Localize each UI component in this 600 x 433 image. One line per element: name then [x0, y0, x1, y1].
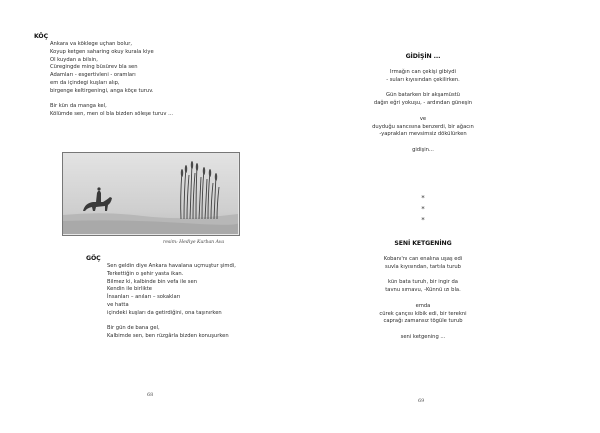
poem-line — [313, 139, 533, 147]
page-number-left: 68 — [147, 392, 154, 398]
poem-goc-body — [107, 263, 236, 341]
poem-line: caprağı zamansız tögüle turub — [383, 318, 463, 325]
poem-title-gidisin: GİDİŞİN ... — [405, 53, 441, 60]
poem-line: gidişin... — [412, 146, 434, 153]
poem-line — [313, 326, 533, 334]
poem-line — [313, 295, 533, 303]
poem-line: Cüregingde ming büsürev bla sen — [50, 64, 138, 71]
image-caption: resim: Hediye Kurban Ava — [163, 240, 225, 245]
poem-line — [313, 85, 533, 93]
poem-line: kün batа turuh, bir ingir da — [388, 279, 458, 286]
horse-rider-reeds-image — [63, 153, 238, 234]
poem-line: tavnu sırnavu, -Künnü ızı bla. — [385, 287, 461, 294]
poem-line — [313, 272, 533, 280]
poem-line: Kobanı'nı can enalına uşaş edi — [383, 256, 463, 262]
poem-line: ve — [419, 115, 427, 122]
poem-line: -yaprakları mevsimsiz dökülürken — [379, 131, 467, 138]
poem-line — [313, 108, 533, 116]
poem-line: Bir gün de bana gel, — [107, 325, 160, 332]
poem-title-koc: KÖÇ — [34, 33, 49, 40]
poem-line: Irmağın can çekişi gibiydi — [390, 69, 456, 75]
poem-line: em da içindegi kuşları alıp, — [50, 79, 120, 86]
star-divider-icon: * — [421, 194, 425, 202]
poem-line: seni ketgening ... — [400, 333, 446, 340]
poem-line: Adamları - esgertivleni - oramları — [50, 72, 136, 79]
poem-line: içindeki kuşları da getirdiğini, ona taşınırken — [107, 309, 222, 316]
poem-title-seni-ketgening: SENİ KETGENİNG — [394, 240, 452, 247]
page-number-right: 69 — [418, 398, 425, 404]
poem-line: Terkettiğin o şehir yasta ikan. — [107, 270, 184, 277]
star-divider-icon: * — [421, 205, 425, 213]
painting-illustration — [62, 152, 240, 236]
poem-line — [107, 318, 236, 326]
poem-line: Sen geldin diye Ankara havalana uçmuştur şimdi, — [107, 263, 236, 269]
section-divider-stars — [413, 193, 433, 226]
poem-line: Gün batarken bir akşamüstü — [386, 92, 460, 99]
poem-line: emda — [415, 302, 431, 309]
poem-line: Kalbimde sen, ben rüzgârla bizden konuşurken — [107, 333, 229, 340]
poem-line: suvla kıyısından, tartıla turub — [385, 263, 461, 270]
poem-line — [50, 96, 173, 104]
poem-gidisin-body — [313, 69, 533, 155]
poem-line: Bilmez ki, kalbinde bin vefa ile sen — [107, 278, 197, 285]
poem-title-goc: GÖÇ — [86, 255, 101, 262]
poem-line: cürek çançısı kibik edi, bir terekni — [379, 310, 467, 317]
poem-line: Ol kuydan a bilsin, — [50, 56, 98, 63]
poem-line: Kendin ile birlikte — [107, 286, 152, 293]
poem-seni-ketgening-body — [313, 256, 533, 342]
poem-line: İnsanları – anıları – sokakları — [107, 294, 181, 301]
poem-line: Ankara va köklege uçhan bolur, — [50, 41, 133, 47]
star-divider-icon: * — [421, 216, 425, 224]
poem-line: Kölümde sen, men ol bla bizden söleşe turuv ... — [50, 111, 174, 118]
poem-line: birgenge keltirgeningi, anga köçe turuv. — [50, 87, 154, 94]
poem-line: - suları kıyısından çekilirken. — [386, 76, 460, 83]
poem-line: duyduğu sancısına benzerdi, bir ağacın — [372, 123, 474, 130]
poem-line: ve hatta — [107, 301, 129, 308]
poem-koc-body — [50, 41, 173, 119]
poem-line: Koyup ketgen saharing okuy kurala kiye — [50, 48, 154, 55]
poem-line: Bir kün da manga kel, — [50, 103, 107, 110]
poem-line: dağın eğri yokuşu, - ardından güneşin — [373, 100, 473, 107]
